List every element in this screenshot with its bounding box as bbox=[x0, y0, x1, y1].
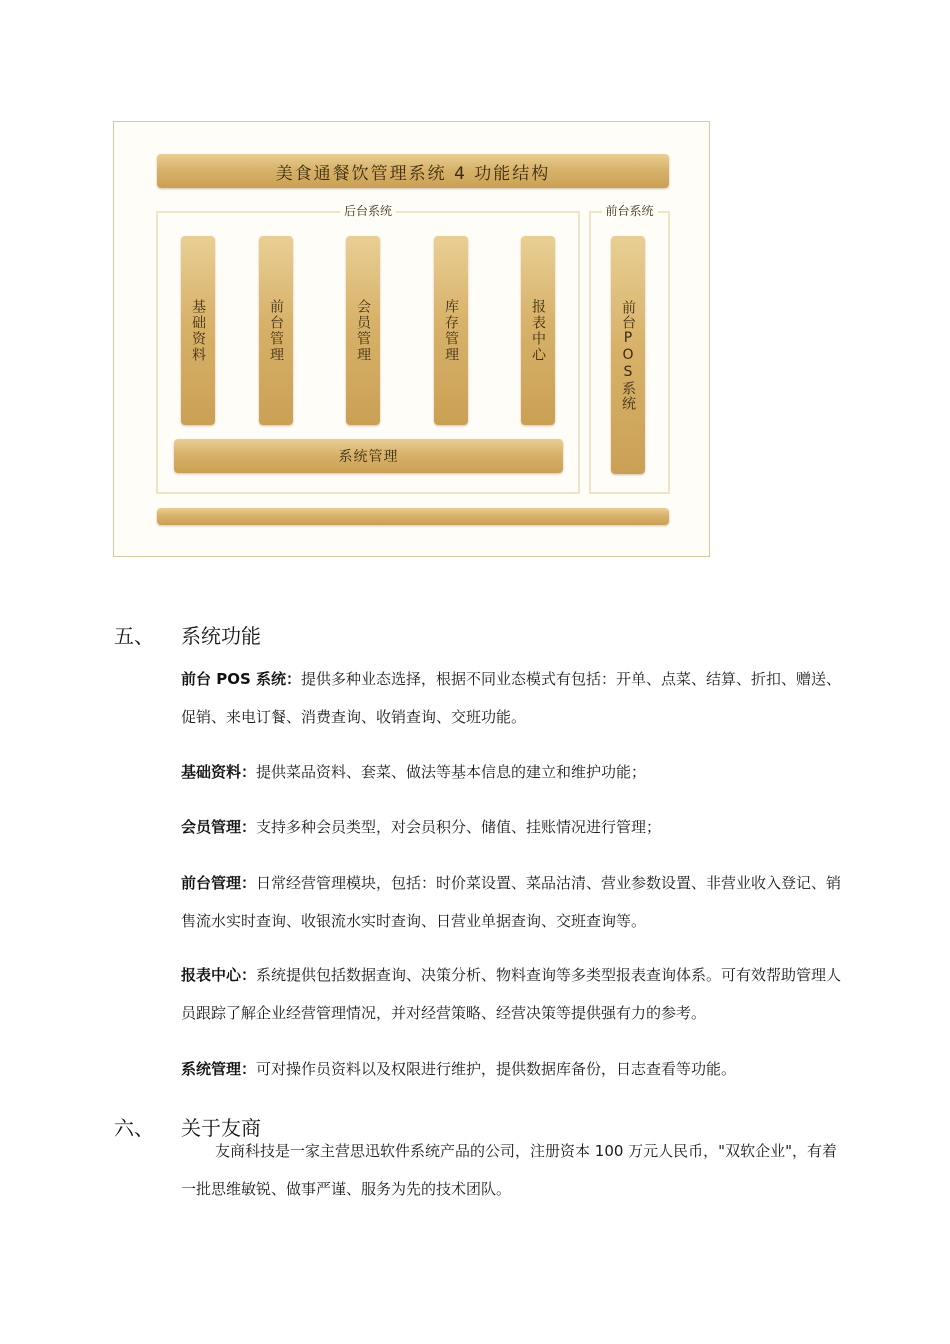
pillar-front-pos-system: 前台POS系统 bbox=[611, 236, 645, 474]
feature-label: 系统管理： bbox=[181, 1060, 257, 1078]
feature-text: 系统提供包括数据查询、决策分析、物料查询等多类型报表查询体系。可有效帮助管理人员跟踪了解企业经营管理情况，并对经营策略、经营决策等提供强有力的参考。 bbox=[181, 966, 842, 1022]
feature-text: 提供多种业态选择，根据不同业态模式有包括：开单、点菜、结算、折扣、赠送、促销、来电订餐、消费查询、收销查询、交班功能。 bbox=[181, 670, 842, 726]
section-6-number: 六、 bbox=[114, 1116, 154, 1140]
feature-member-management bbox=[181, 808, 846, 846]
feature-label: 会员管理： bbox=[181, 818, 257, 836]
pillar-report-center: 报表中心 bbox=[521, 236, 555, 425]
feature-label: 报表中心： bbox=[181, 966, 257, 984]
company-intro: 友商科技是一家主营思迅软件系统产品的公司，注册资本 100 万元人民币，"双软企业"，有着一批思维敏锐、做事严谨、服务为先的技术团队。 bbox=[181, 1142, 837, 1198]
function-structure-diagram bbox=[113, 121, 710, 557]
feature-basic-data bbox=[181, 753, 846, 791]
feature-front-pos bbox=[181, 660, 846, 736]
front-office-label: 前台系统 bbox=[601, 202, 657, 219]
section-5-heading bbox=[114, 620, 414, 648]
pillar-member-management: 会员管理 bbox=[346, 236, 380, 425]
pillar-basic-data: 基础资料 bbox=[181, 236, 215, 425]
feature-label: 前台管理： bbox=[181, 874, 257, 892]
feature-front-management bbox=[181, 864, 846, 940]
diagram-title: 美食通餐饮管理系统 4 功能结构 bbox=[157, 154, 669, 188]
section-5-title: 系统功能 bbox=[181, 624, 261, 648]
feature-system-management bbox=[181, 1050, 846, 1088]
feature-report-center bbox=[181, 956, 846, 1032]
diagram-base-bar bbox=[157, 508, 669, 525]
feature-label: 基础资料： bbox=[181, 763, 257, 781]
back-office-label: 后台系统 bbox=[340, 202, 396, 219]
feature-text: 日常经营管理模块，包括：时价菜设置、菜品沽清、营业参数设置、非营业收入登记、销售流水实时查询、收银流水实时查询、日营业单据查询、交班查询等。 bbox=[181, 874, 842, 930]
pillar-inventory-management: 库存管理 bbox=[434, 236, 468, 425]
feature-text: 提供菜品资料、套菜、做法等基本信息的建立和维护功能； bbox=[256, 763, 647, 781]
pillar-front-management: 前台管理 bbox=[259, 236, 293, 425]
feature-text: 可对操作员资料以及权限进行维护，提供数据库备份，日志查看等功能。 bbox=[256, 1060, 737, 1078]
section-5-number: 五、 bbox=[114, 624, 154, 648]
system-management-bar: 系统管理 bbox=[174, 439, 563, 473]
feature-text: 支持多种会员类型，对会员积分、储值、挂账情况进行管理； bbox=[256, 818, 662, 836]
section-6-title: 关于友商 bbox=[181, 1116, 261, 1140]
feature-label: 前台 POS 系统： bbox=[181, 670, 301, 688]
